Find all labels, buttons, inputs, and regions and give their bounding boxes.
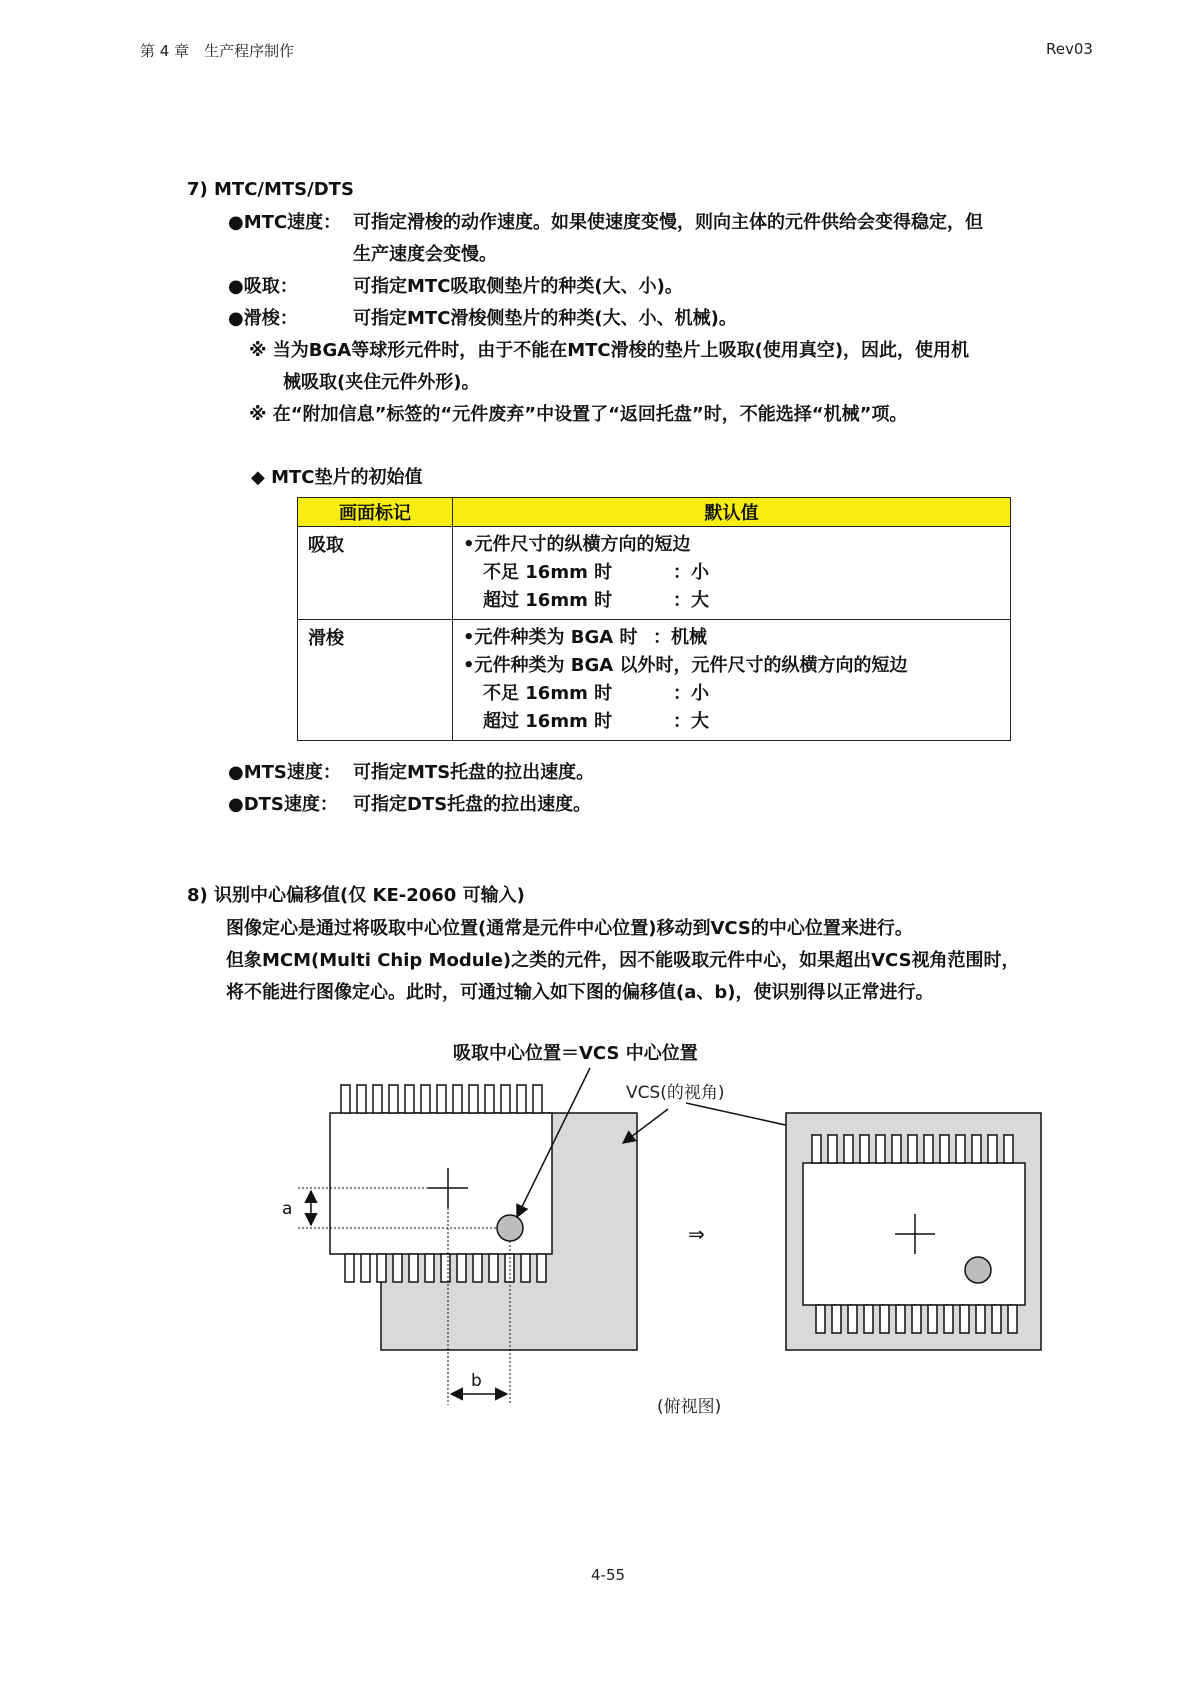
- shuttle-text: 可指定MTC滑梭侧垫片的种类(大、小、机械)。: [353, 308, 737, 329]
- mts-speed-text: 可指定MTS托盘的拉出速度。: [353, 762, 595, 783]
- figure-caption: (俯视图): [657, 1397, 722, 1417]
- value-result: ：大: [673, 590, 709, 611]
- mtc-speed-label: ●MTC速度：: [228, 212, 342, 233]
- label-b: b: [471, 1371, 482, 1391]
- section-8-title: 8) 识别中心偏移值(仅 KE-2060 可输入): [187, 885, 525, 906]
- dts-speed-text: 可指定DTS托盘的拉出速度。: [353, 794, 592, 815]
- value-line: 超过 16mm 时: [483, 590, 613, 611]
- pickup-point-left: [497, 1215, 523, 1241]
- section-8-line-2: 但象MCM(Multi Chip Module)之类的元件，因不能吸取元件中心，如果超出VCS视角范围时，: [226, 950, 1020, 971]
- note-bga: ※ 当为BGA等球形元件时，由于不能在MTC滑梭的垫片上吸取(使用真空)，因此，使用机: [249, 340, 970, 361]
- col-header-display: 画面标记: [298, 498, 453, 527]
- section-8-line-1: 图像定心是通过将吸取中心位置(通常是元件中心位置)移动到VCS的中心位置来进行。: [226, 918, 913, 939]
- row-name: 滑梭: [298, 620, 453, 741]
- pickup-label: ●吸取：: [228, 276, 298, 297]
- value-line: •元件种类为 BGA 以外时，元件尺寸的纵横方向的短边: [463, 655, 908, 676]
- section-7-title: 7) MTC/MTS/DTS: [187, 179, 354, 200]
- row-name: 吸取: [298, 527, 453, 620]
- shuttle-label: ●滑梭：: [228, 308, 298, 329]
- revision: Rev03: [1046, 40, 1093, 58]
- figure-title: 吸取中心位置＝VCS 中心位置: [453, 1043, 698, 1064]
- section-8-line-3: 将不能进行图像定心。此时，可通过输入如下图的偏移值(a、b)，使识别得以正常进行。: [226, 982, 934, 1003]
- col-header-default: 默认值: [453, 498, 1011, 527]
- label-a: a: [282, 1199, 293, 1219]
- value-line: 不足 16mm 时: [483, 683, 613, 704]
- value-result: ：小: [673, 683, 709, 704]
- note-return-tray: ※ 在“附加信息”标签的“元件废弃”中设置了“返回托盘”时，不能选择“机械”项。: [249, 404, 908, 425]
- value-result: ：大: [673, 711, 709, 732]
- vcs-label: VCS(的视角): [626, 1083, 725, 1103]
- value-line: •元件种类为 BGA 时: [463, 627, 638, 648]
- transform-arrow: ⇒: [688, 1222, 705, 1246]
- chapter-header: 第 4 章 生产程序制作: [140, 42, 295, 60]
- dts-speed-label: ●DTS速度：: [228, 794, 338, 815]
- page-number: 4-55: [591, 1566, 626, 1584]
- value-result: ：机械: [653, 627, 707, 648]
- pickup-point-right: [965, 1257, 991, 1283]
- chip-leads-top-left: [341, 1085, 542, 1113]
- table-title: ◆ MTC垫片的初始值: [251, 467, 423, 488]
- value-line: •元件尺寸的纵横方向的短边: [463, 534, 691, 555]
- value-line: 不足 16mm 时: [483, 562, 613, 583]
- note-bga-cont: 械吸取(夹住元件外形)。: [283, 372, 480, 393]
- mtc-speed-text-cont: 生产速度会变慢。: [353, 244, 497, 265]
- pickup-text: 可指定MTC吸取侧垫片的种类(大、小)。: [353, 276, 683, 297]
- value-line: 超过 16mm 时: [483, 711, 613, 732]
- value-result: ：小: [673, 562, 709, 583]
- vcs-arrow-right: [686, 1103, 799, 1128]
- mts-speed-label: ●MTS速度：: [228, 762, 341, 783]
- mtc-speed-text: 可指定滑梭的动作速度。如果使速度变慢，则向主体的元件供给会变得稳定，但: [353, 212, 983, 233]
